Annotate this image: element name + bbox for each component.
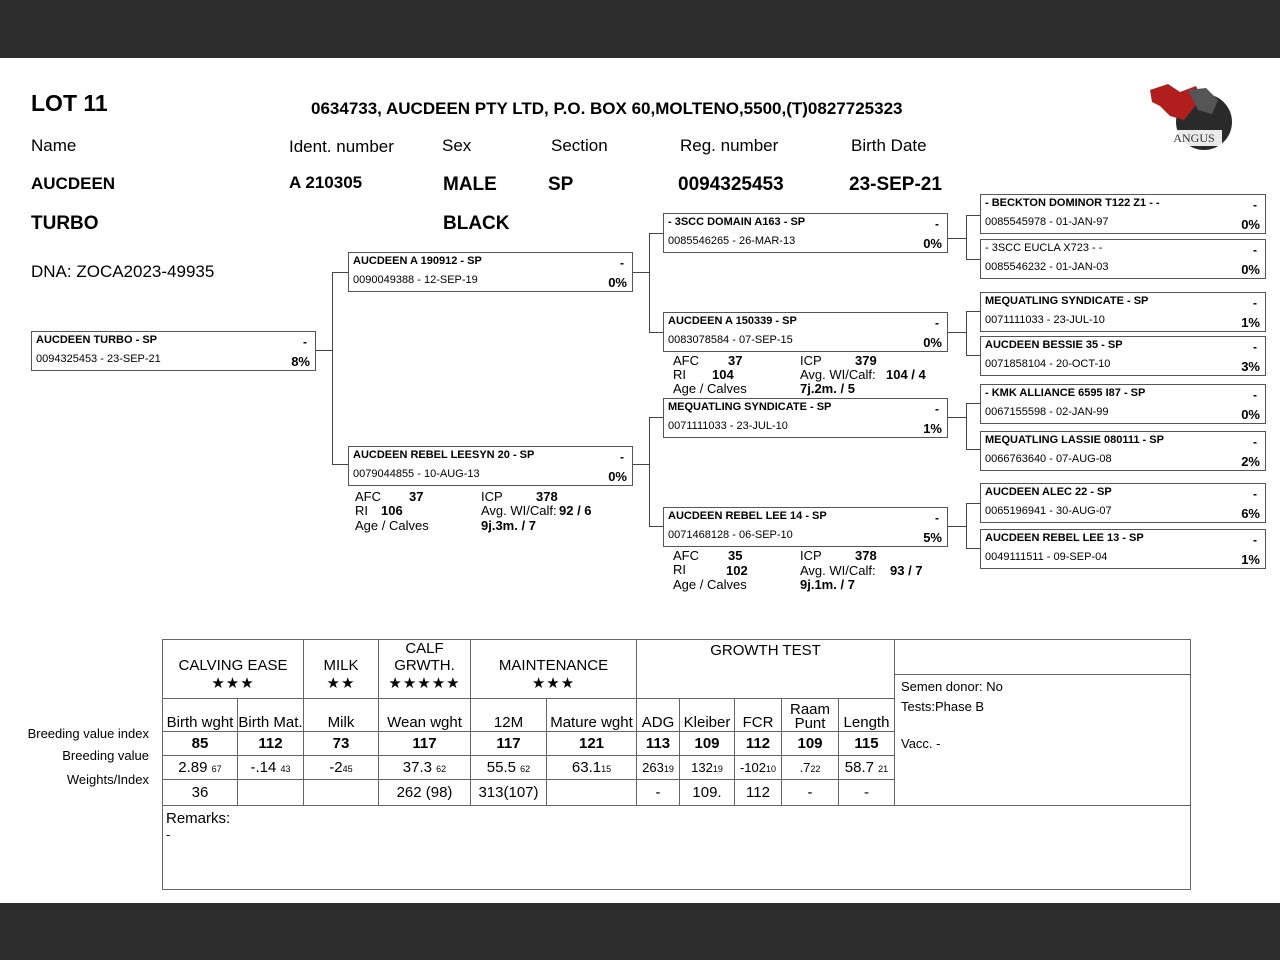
- col-birth-mat: Birth Mat.: [238, 698, 304, 731]
- ri-label: RI: [673, 562, 686, 577]
- pedigree-sss: [980, 194, 1266, 234]
- age-value: 7j.2m. / 5: [800, 381, 855, 396]
- afc-value: 35: [728, 548, 743, 563]
- weight-cell: 313(107): [471, 779, 547, 805]
- pedigree-reg: 0085545978 - 01-JAN-97: [985, 216, 1109, 228]
- pedigree-pct: 3%: [1241, 359, 1260, 374]
- pedigree-dash: -: [935, 402, 939, 416]
- icp-label: ICP: [481, 489, 503, 504]
- section-label: Section: [551, 136, 608, 155]
- pedigree-pct: 0%: [1241, 407, 1260, 422]
- pedigree-name: MEQUATLING SYNDICATE - SP: [985, 295, 1149, 307]
- pedigree-ddd: [980, 529, 1266, 569]
- stars-calving-ease: ★★★: [163, 674, 304, 698]
- afc-label: AFC: [673, 353, 699, 368]
- pedigree-dash: -: [1253, 296, 1257, 310]
- age-value: 9j.1m. / 7: [800, 577, 855, 592]
- bv-cell: [735, 755, 782, 779]
- ri-value: 104: [712, 367, 734, 382]
- bv-value: 58.7: [844, 758, 874, 776]
- semen-donor: Semen donor: No: [901, 678, 1003, 694]
- angus-logo: [1146, 80, 1236, 160]
- icp-value: 379: [855, 353, 877, 368]
- group-calf-growth: CALF GRWTH.: [379, 640, 471, 675]
- pedigree-dash: -: [1253, 243, 1257, 257]
- afc-value: 37: [728, 353, 743, 368]
- ri-label: RI: [673, 367, 686, 382]
- pedigree-reg: 0071858104 - 20-OCT-10: [985, 358, 1111, 370]
- col-mature-wght: Mature wght: [547, 698, 637, 731]
- index-cell: 109: [782, 731, 839, 755]
- bv-value: -2: [329, 758, 343, 776]
- wl-value: 104 / 4: [886, 367, 926, 382]
- pedigree-dash: -: [620, 256, 624, 270]
- index-cell: 121: [547, 731, 637, 755]
- pedigree-name: AUCDEEN REBEL LEE 14 - SP: [668, 510, 827, 522]
- name-label: Name: [31, 136, 77, 155]
- weight-cell: -: [839, 779, 895, 805]
- owner-line: 0634733, AUCDEEN PTY LTD, P.O. BOX 60,MOLTENO,5500,(T)0827725323: [311, 99, 903, 118]
- pedigree-name: - 3SCC EUCLA X723 - -: [985, 242, 1103, 254]
- pedigree-dash: -: [1253, 340, 1257, 354]
- index-cell: 112: [238, 731, 304, 755]
- col-raam-punt: Raam Punt: [782, 698, 839, 731]
- pedigree-dash: -: [935, 511, 939, 525]
- pedigree-ssd: [980, 239, 1266, 279]
- dna-code: DNA: ZOCA2023-49935: [31, 262, 215, 281]
- animal-name-2: TURBO: [31, 213, 99, 234]
- pedigree-pct: 0%: [1241, 217, 1260, 232]
- pedigree-reg: 0067155598 - 02-JAN-99: [985, 406, 1109, 418]
- bv-accuracy: 10: [766, 763, 777, 774]
- info-panel: [895, 674, 1191, 805]
- pedigree-dam: [348, 446, 633, 486]
- bv-accuracy: 67: [211, 763, 222, 774]
- tests: Tests:Phase B: [901, 698, 985, 714]
- pedigree-ss: [663, 213, 948, 253]
- col-milk: Milk: [304, 698, 379, 731]
- wl-label: Avg. WI/Calf:: [800, 367, 876, 382]
- pedigree-name: - KMK ALLIANCE 6595 I87 - SP: [985, 387, 1146, 399]
- index-cell: 113: [637, 731, 680, 755]
- pedigree-dash: -: [1253, 487, 1257, 501]
- pedigree-name: - 3SCC DOMAIN A163 - SP: [668, 216, 806, 228]
- col-adg: ADG: [637, 698, 680, 731]
- pedigree-pct: 1%: [923, 421, 942, 436]
- pedigree-reg: 0079044855 - 10-AUG-13: [353, 468, 480, 480]
- bv-value: 55.5: [486, 758, 516, 776]
- pedigree-dash: -: [1253, 198, 1257, 212]
- top-bar: [0, 0, 1280, 58]
- index-cell: 112: [735, 731, 782, 755]
- pedigree-reg: 0085546265 - 26-MAR-13: [668, 235, 796, 247]
- remarks-text: -: [166, 826, 171, 842]
- col-wean-wght: Wean wght: [379, 698, 471, 731]
- pedigree-pct: 0%: [923, 335, 942, 350]
- pedigree-pct: 1%: [1241, 552, 1260, 567]
- row-label-bv: Breeding value: [62, 748, 149, 763]
- bv-accuracy: 62: [520, 763, 531, 774]
- pedigree-reg: 0065196941 - 30-AUG-07: [985, 505, 1112, 517]
- pedigree-pct: 8%: [291, 354, 310, 369]
- pedigree-dash: -: [1253, 388, 1257, 402]
- pedigree-pct: 0%: [608, 469, 627, 484]
- bv-cell: [471, 755, 547, 779]
- wl-label: Avg. WI/Calf:: [481, 503, 557, 518]
- bv-cell: [238, 755, 304, 779]
- pedigree-dsd: [980, 431, 1266, 471]
- lot-number: LOT 11: [31, 90, 108, 116]
- pedigree-sd: [663, 312, 948, 352]
- pedigree-pct: 1%: [1241, 315, 1260, 330]
- pedigree-sdd: [980, 336, 1266, 376]
- sex-label: Sex: [442, 136, 472, 155]
- bv-cell: [163, 755, 238, 779]
- group-milk: MILK: [304, 640, 379, 675]
- bottom-bar: [0, 903, 1280, 960]
- index-cell: 117: [471, 731, 547, 755]
- weight-cell: [304, 779, 379, 805]
- birth-label: Birth Date: [851, 136, 927, 155]
- pedigree-dash: -: [935, 316, 939, 330]
- pedigree-pct: 0%: [1241, 262, 1260, 277]
- bv-value: 132: [691, 759, 713, 775]
- section-value: SP: [548, 174, 574, 195]
- bv-cell: [637, 755, 680, 779]
- group-calving-ease: CALVING EASE: [163, 640, 304, 675]
- pedigree-name: AUCDEEN BESSIE 35 - SP: [985, 339, 1123, 351]
- weight-cell: -: [637, 779, 680, 805]
- pedigree-ds: [663, 398, 948, 438]
- pedigree-dash: -: [1253, 533, 1257, 547]
- weight-cell: -: [782, 779, 839, 805]
- ri-value: 106: [381, 503, 403, 518]
- pedigree-pct: 5%: [923, 530, 942, 545]
- pedigree-name: AUCDEEN A 190912 - SP: [353, 255, 482, 267]
- stars-calf-growth: ★★★★★: [379, 674, 471, 698]
- stars-maintenance: ★★★: [471, 674, 637, 698]
- index-cell: 117: [379, 731, 471, 755]
- pedigree-reg: 0066763640 - 07-AUG-08: [985, 453, 1112, 465]
- bv-accuracy: 62: [436, 763, 447, 774]
- reg-label: Reg. number: [680, 136, 779, 155]
- pedigree-reg: 0094325453 - 23-SEP-21: [36, 353, 161, 365]
- ident-label: Ident. number: [289, 137, 394, 156]
- bv-accuracy: 45: [342, 763, 353, 774]
- animal-name-1: AUCDEEN: [31, 174, 116, 193]
- bv-accuracy: 19: [663, 763, 674, 774]
- bv-value: .7: [799, 759, 811, 775]
- age-label: Age / Calves: [673, 381, 747, 396]
- pedigree-name: - BECKTON DOMINOR T122 Z1 - -: [985, 197, 1160, 209]
- weight-cell: 109.: [680, 779, 735, 805]
- pedigree-reg: 0090049388 - 12-SEP-19: [353, 274, 478, 286]
- age-label: Age / Calves: [355, 518, 429, 533]
- weight-cell: 36: [163, 779, 238, 805]
- bv-accuracy: 19: [712, 763, 723, 774]
- afc-label: AFC: [355, 489, 381, 504]
- row-label-weights: Weights/Index: [66, 772, 149, 787]
- pedigree-reg: 0049111511 - 09-SEP-04: [985, 551, 1108, 563]
- pedigree-dash: -: [935, 217, 939, 231]
- pedigree-name: AUCDEEN ALEC 22 - SP: [985, 486, 1112, 498]
- bv-cell: [839, 755, 895, 779]
- bv-cell: [379, 755, 471, 779]
- pedigree-dash: -: [303, 335, 307, 349]
- pedigree-sire: [348, 252, 633, 292]
- pedigree-name: MEQUATLING LASSIE 080111 - SP: [985, 434, 1164, 446]
- color-value: BLACK: [443, 213, 510, 234]
- ident-number: A 210305: [289, 173, 363, 192]
- wl-label: Avg. WI/Calf:: [800, 563, 876, 578]
- pedigree-dds: [980, 483, 1266, 523]
- pedigree-dash: -: [1253, 435, 1257, 449]
- age-value: 9j.3m. / 7: [481, 518, 536, 533]
- pedigree-pct: 0%: [608, 275, 627, 290]
- pedigree-name: MEQUATLING SYNDICATE - SP: [668, 401, 832, 413]
- ri-value: 102: [726, 563, 748, 578]
- col-fcr: FCR: [735, 698, 782, 731]
- breeding-value-table: [162, 639, 1191, 890]
- pedigree-name: AUCDEEN A 150339 - SP: [668, 315, 797, 327]
- pedigree-pct: 0%: [923, 236, 942, 251]
- icp-label: ICP: [800, 353, 822, 368]
- bv-accuracy: 21: [878, 763, 889, 774]
- logo-text: ANGUS: [1173, 131, 1215, 145]
- pedigree-name: AUCDEEN TURBO - SP: [36, 334, 158, 346]
- pedigree-pct: 2%: [1241, 454, 1260, 469]
- bv-cell: [304, 755, 379, 779]
- bv-value: 2.89: [178, 758, 208, 776]
- bv-accuracy: 15: [601, 763, 612, 774]
- bv-value: 63.1: [571, 758, 602, 776]
- pedigree-reg: 0083078584 - 07-SEP-15: [668, 334, 793, 346]
- vacc: Vacc. -: [901, 735, 941, 751]
- bv-value: 263: [642, 759, 664, 775]
- bv-accuracy: 43: [280, 763, 291, 774]
- bv-cell: [782, 755, 839, 779]
- pedigree-sds: [980, 292, 1266, 332]
- weight-cell: 112: [735, 779, 782, 805]
- pedigree-subject: [31, 331, 316, 371]
- pedigree-name: AUCDEEN REBEL LEE 13 - SP: [985, 532, 1144, 544]
- pedigree-dash: -: [620, 450, 624, 464]
- wl-value: 93 / 7: [890, 563, 923, 578]
- pedigree-dss: [980, 384, 1266, 424]
- bv-value: 37.3: [402, 758, 432, 776]
- birth-date: 23-SEP-21: [849, 174, 942, 195]
- stars-milk: ★★: [304, 674, 379, 698]
- bv-cell: [680, 755, 735, 779]
- pedigree-reg: 0071111033 - 23-JUL-10: [985, 314, 1105, 326]
- reg-number: 0094325453: [678, 174, 784, 195]
- col-birth-wght: Birth wght: [163, 698, 238, 731]
- pedigree-reg: 0085546232 - 01-JAN-03: [985, 261, 1109, 273]
- bv-accuracy: 22: [810, 763, 821, 774]
- col-kleiber: Kleiber: [680, 698, 735, 731]
- bv-value: -.14: [250, 758, 277, 776]
- index-cell: 85: [163, 731, 238, 755]
- remarks-box: [163, 805, 1191, 889]
- group-maintenance: MAINTENANCE: [471, 640, 637, 675]
- sex-value: MALE: [443, 174, 497, 195]
- row-label-index: Breeding value index: [27, 726, 149, 741]
- weight-cell: [547, 779, 637, 805]
- group-growth-test: GROWTH TEST: [637, 640, 895, 699]
- age-label: Age / Calves: [673, 577, 747, 592]
- bv-cell: [547, 755, 637, 779]
- weight-cell: 262 (98): [379, 779, 471, 805]
- pedigree-dd: [663, 507, 948, 547]
- pedigree-reg: 0071111033 - 23-JUL-10: [668, 420, 788, 432]
- index-cell: 109: [680, 731, 735, 755]
- wl-value: 92 / 6: [559, 503, 592, 518]
- ri-label: RI: [355, 503, 368, 518]
- pedigree-reg: 0071468128 - 06-SEP-10: [668, 529, 793, 541]
- afc-value: 37: [409, 489, 424, 504]
- bv-value: -102: [739, 759, 766, 775]
- index-cell: 115: [839, 731, 895, 755]
- icp-label: ICP: [800, 548, 822, 563]
- icp-value: 378: [855, 548, 877, 563]
- index-cell: 73: [304, 731, 379, 755]
- pedigree-pct: 6%: [1241, 506, 1260, 521]
- pedigree-name: AUCDEEN REBEL LEESYN 20 - SP: [353, 449, 535, 461]
- col-12m: 12M: [471, 698, 547, 731]
- remarks-label: Remarks:: [166, 809, 231, 827]
- icp-value: 378: [536, 489, 558, 504]
- col-length: Length: [839, 698, 895, 731]
- weight-cell: [238, 779, 304, 805]
- afc-label: AFC: [673, 548, 699, 563]
